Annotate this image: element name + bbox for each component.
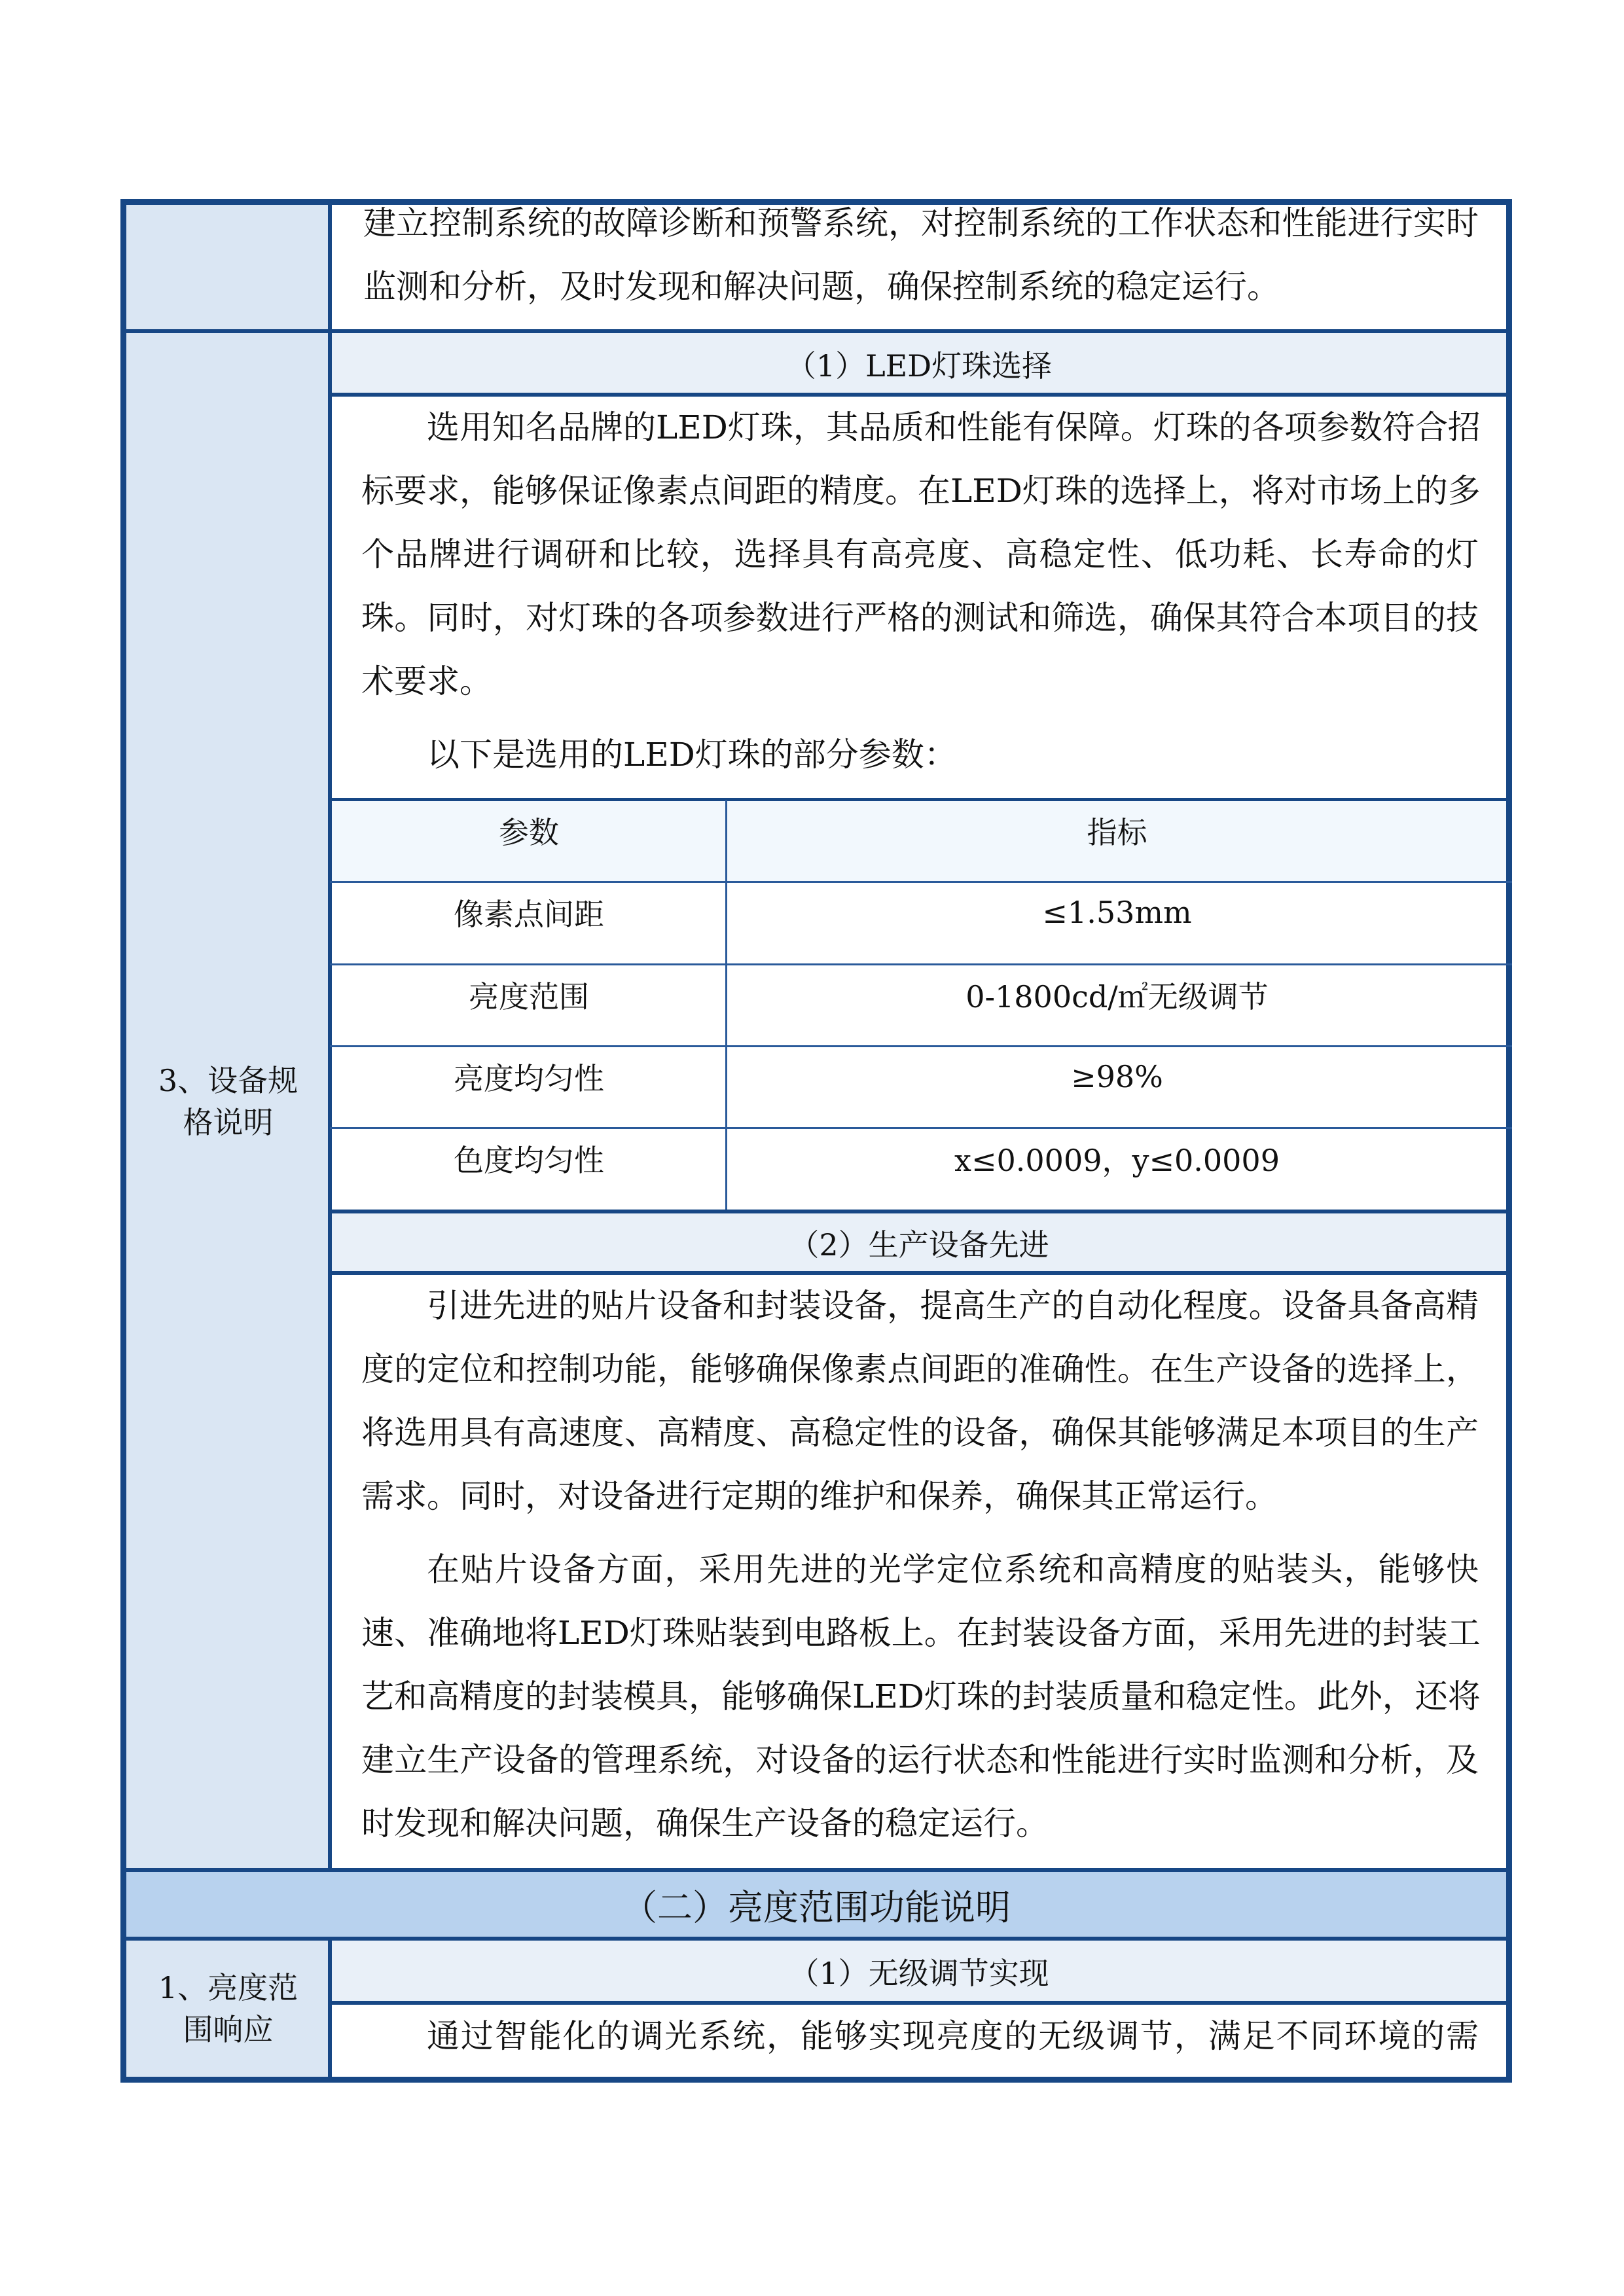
header-text: 指标 <box>1087 815 1147 850</box>
header-spec <box>728 801 1506 860</box>
text-line: 在贴片设备方面，采用先进的光学定位系统和高精度的贴装头，能够快 <box>427 1551 1479 1588</box>
cell-text: 亮度范围 <box>469 979 589 1014</box>
cell-text: ≤1.53mm <box>1042 895 1192 930</box>
text-line: 速、准确地将LED灯珠贴装到电路板上。在封装设备方面，采用先进的封装工 <box>361 1614 1481 1652</box>
table-row-param <box>332 1129 726 1188</box>
section-label-brightness-response <box>126 1941 330 2077</box>
section-header-brightness <box>126 1872 1506 1937</box>
table-row-value <box>728 1129 1506 1188</box>
text-line: 需求。同时，对设备进行定期的维护和保养，确保其正常运行。 <box>361 1477 1278 1515</box>
subheader-stepless-dimming <box>332 1941 1506 2001</box>
led-paragraph <box>332 396 1506 798</box>
subheader-text: （1）无级调节实现 <box>789 1955 1049 1991</box>
continued-paragraph <box>334 192 1506 329</box>
cell-text: 像素点间距 <box>454 897 604 932</box>
text-line: 珠。同时，对灯珠的各项参数进行严格的测试和筛选，确保其符合本项目的技 <box>361 599 1479 637</box>
label-line: 围响应 <box>183 2012 274 2047</box>
text-line: 监测和分析，及时发现和解决问题，确保控制系统的稳定运行。 <box>363 268 1280 306</box>
header-param <box>332 801 726 860</box>
equipment-paragraph <box>332 1274 1506 1867</box>
text-line: 建立控制系统的故障诊断和预警系统，对控制系统的工作状态和性能进行实时 <box>363 204 1479 242</box>
table-row-value <box>728 883 1506 942</box>
cell-text: 0-1800cd/㎡无级调节 <box>965 979 1269 1014</box>
text-line: 选用知名品牌的LED灯珠，其品质和性能有保障。灯珠的各项参数符合招 <box>427 408 1481 446</box>
subheader-led-selection <box>332 333 1506 395</box>
cell-text: 亮度均匀性 <box>454 1061 604 1096</box>
subheader-text: （1）LED灯珠选择 <box>785 348 1053 384</box>
header-text: 参数 <box>499 815 559 850</box>
dimming-paragraph <box>332 2005 1506 2077</box>
cell-text: ≥98% <box>1071 1059 1163 1094</box>
table-row-param <box>332 883 726 942</box>
text-line: 将选用具有高速度、高精度、高稳定性的设备，确保其能够满足本项目的生产 <box>361 1414 1479 1452</box>
label-line: 1、亮度范 <box>158 1970 298 2005</box>
label-line: 3、设备规 <box>158 1062 298 1098</box>
text-line: 建立生产设备的管理系统，对设备的运行状态和性能进行实时监测和分析，及 <box>361 1741 1479 1779</box>
subheader-production-equipment <box>332 1213 1506 1272</box>
label-line: 格说明 <box>183 1104 274 1140</box>
table-row-value <box>728 965 1506 1024</box>
table-row-value <box>728 1047 1506 1106</box>
text-line: 时发现和解决问题，确保生产设备的稳定运行。 <box>361 1804 1049 1842</box>
table-row-param <box>332 1047 726 1106</box>
text-line: 通过智能化的调光系统，能够实现亮度的无级调节，满足不同环境的需 <box>427 2017 1479 2055</box>
text-line: 引进先进的贴片设备和封装设备，提高生产的自动化程度。设备具备高精 <box>427 1287 1479 1325</box>
table-row-param <box>332 965 726 1024</box>
cell-text: 色度均匀性 <box>454 1143 604 1178</box>
table-column-divider <box>725 800 727 1211</box>
text-line: 艺和高精度的封装模具，能够确保LED灯珠的封装质量和稳定性。此外，还将 <box>361 1677 1481 1715</box>
text-line: 以下是选用的LED灯珠的部分参数： <box>427 736 957 774</box>
text-line: 度的定位和控制功能，能够确保像素点间距的准确性。在生产设备的选择上， <box>361 1350 1479 1388</box>
text-line: 个品牌进行调研和比较，选择具有高亮度、高稳定性、低功耗、长寿命的灯 <box>361 535 1479 573</box>
section-title: （二）亮度范围功能说明 <box>622 1886 1011 1928</box>
cell-text: x≤0.0009，y≤0.0009 <box>954 1143 1280 1178</box>
subheader-text: （2）生产设备先进 <box>789 1227 1049 1263</box>
text-line: 术要求。 <box>361 662 492 700</box>
section-label-equipment-spec <box>126 333 330 1869</box>
text-line: 标要求，能够保证像素点间距的精度。在LED灯珠的选择上，将对市场上的多 <box>361 472 1481 510</box>
